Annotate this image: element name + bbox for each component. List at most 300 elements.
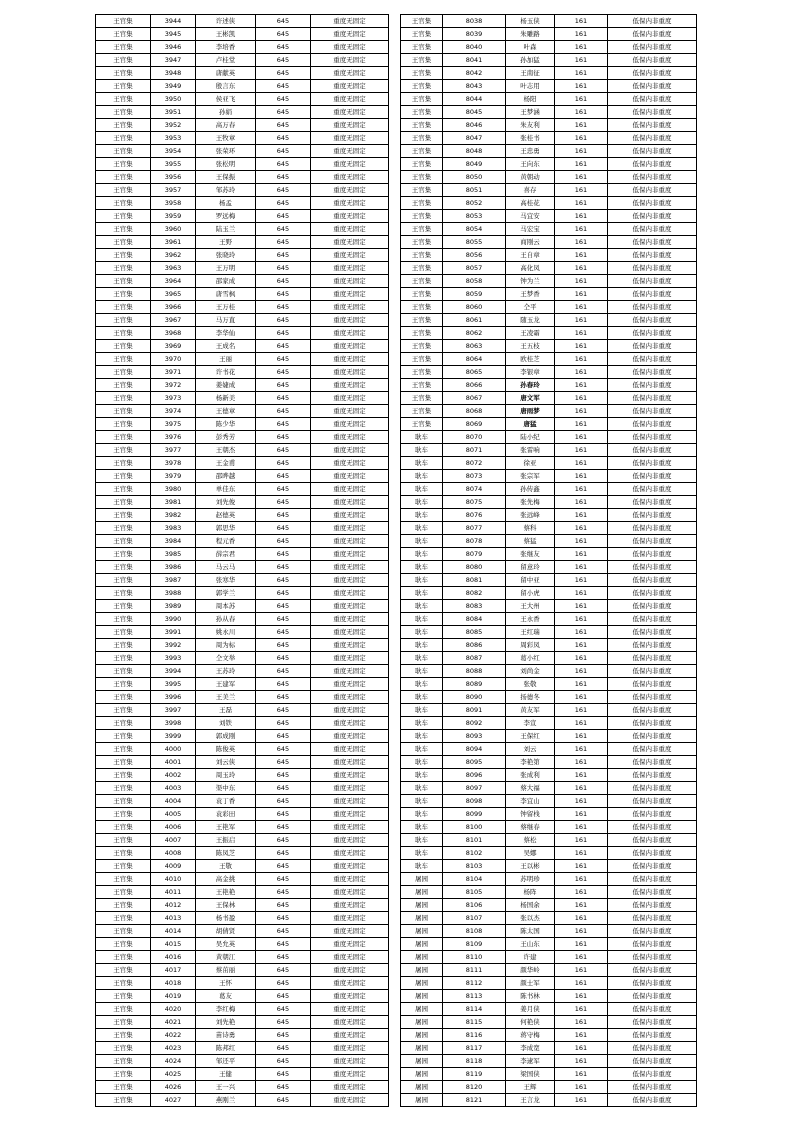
table-row [96, 509, 389, 522]
table-row [96, 418, 389, 431]
name-cell: 朱雕路 [506, 28, 555, 41]
table-row [401, 1081, 697, 1094]
id-cell: 3971 [151, 366, 196, 379]
village-cell: 王官集 [96, 509, 151, 522]
amount-cell: 645 [256, 977, 311, 990]
village-cell: 王官集 [401, 41, 443, 54]
amount-cell: 645 [256, 15, 311, 28]
table-row [401, 873, 697, 886]
type-cell: 低保内非重度 [608, 652, 697, 665]
type-cell: 低保内非重度 [608, 782, 697, 795]
type-cell: 低保内非重度 [608, 756, 697, 769]
village-cell: 耿车 [401, 691, 443, 704]
amount-cell: 161 [555, 67, 608, 80]
table-row [96, 535, 389, 548]
amount-cell: 161 [555, 1029, 608, 1042]
id-cell: 4015 [151, 938, 196, 951]
id-cell: 8088 [443, 665, 506, 678]
name-cell: 刘尚金 [506, 665, 555, 678]
id-cell: 8066 [443, 379, 506, 392]
name-cell: 渠中东 [196, 782, 256, 795]
type-cell: 重度无固定 [311, 1055, 389, 1068]
name-cell: 单佳东 [196, 483, 256, 496]
amount-cell: 645 [256, 262, 311, 275]
type-cell: 重度无固定 [311, 821, 389, 834]
table-row [401, 860, 697, 873]
type-cell: 重度无固定 [311, 587, 389, 600]
type-cell: 重度无固定 [311, 67, 389, 80]
type-cell: 重度无固定 [311, 158, 389, 171]
amount-cell: 645 [256, 1042, 311, 1055]
name-cell: 王大州 [506, 600, 555, 613]
name-cell: 黄朝动 [506, 171, 555, 184]
amount-cell: 645 [256, 54, 311, 67]
id-cell: 8094 [443, 743, 506, 756]
amount-cell: 161 [555, 951, 608, 964]
name-cell: 邵晔越 [196, 470, 256, 483]
name-cell: 蒋守梅 [506, 1029, 555, 1042]
village-cell: 王官集 [96, 964, 151, 977]
amount-cell: 645 [256, 600, 311, 613]
village-cell: 王官集 [401, 119, 443, 132]
type-cell: 重度无固定 [311, 743, 389, 756]
table-row [96, 379, 389, 392]
village-cell: 耿车 [401, 470, 443, 483]
name-cell: 王万明 [196, 262, 256, 275]
amount-cell: 161 [555, 340, 608, 353]
id-cell: 8075 [443, 496, 506, 509]
table-row [96, 275, 389, 288]
village-cell: 王官集 [401, 15, 443, 28]
name-cell: 王牧章 [196, 132, 256, 145]
table-row [96, 743, 389, 756]
id-cell: 8052 [443, 197, 506, 210]
amount-cell: 161 [555, 197, 608, 210]
name-cell: 留小虎 [506, 587, 555, 600]
table-row [96, 964, 389, 977]
table-row [401, 626, 697, 639]
name-cell: 马云马 [196, 561, 256, 574]
amount-cell: 161 [555, 600, 608, 613]
id-cell: 4022 [151, 1029, 196, 1042]
village-cell: 耿车 [401, 743, 443, 756]
name-cell: 李培香 [196, 41, 256, 54]
village-cell: 王官集 [96, 93, 151, 106]
type-cell: 低保内非重度 [608, 41, 697, 54]
id-cell: 4023 [151, 1042, 196, 1055]
table-row [96, 652, 389, 665]
name-cell: 杨玉侠 [506, 15, 555, 28]
id-cell: 8048 [443, 145, 506, 158]
amount-cell: 645 [256, 353, 311, 366]
table-row [401, 184, 697, 197]
amount-cell: 161 [555, 613, 608, 626]
type-cell: 低保内非重度 [608, 93, 697, 106]
amount-cell: 161 [555, 808, 608, 821]
amount-cell: 161 [555, 1068, 608, 1081]
name-cell: 陈少华 [196, 418, 256, 431]
amount-cell: 161 [555, 457, 608, 470]
table-row [96, 171, 389, 184]
table-row [96, 158, 389, 171]
village-cell: 王官集 [96, 873, 151, 886]
name-cell: 李成宽 [506, 1042, 555, 1055]
name-cell: 王丽 [196, 353, 256, 366]
table-row [401, 236, 697, 249]
name-cell: 马宏宝 [506, 223, 555, 236]
type-cell: 低保内非重度 [608, 431, 697, 444]
type-cell: 重度无固定 [311, 210, 389, 223]
type-cell: 低保内非重度 [608, 691, 697, 704]
name-cell: 陈凤芝 [196, 847, 256, 860]
amount-cell: 161 [555, 262, 608, 275]
amount-cell: 645 [256, 912, 311, 925]
type-cell: 重度无固定 [311, 106, 389, 119]
id-cell: 3944 [151, 15, 196, 28]
amount-cell: 645 [256, 522, 311, 535]
table-row [96, 704, 389, 717]
id-cell: 8069 [443, 418, 506, 431]
village-cell: 王官集 [401, 171, 443, 184]
type-cell: 低保内非重度 [608, 496, 697, 509]
amount-cell: 161 [555, 730, 608, 743]
table-row [96, 691, 389, 704]
name-cell: 王敬 [196, 860, 256, 873]
type-cell: 重度无固定 [311, 340, 389, 353]
village-cell: 屠园 [401, 1003, 443, 1016]
village-cell: 耿车 [401, 652, 443, 665]
id-cell: 8113 [443, 990, 506, 1003]
name-cell: 姚永川 [196, 626, 256, 639]
id-cell: 3949 [151, 80, 196, 93]
amount-cell: 645 [256, 392, 311, 405]
type-cell: 低保内非重度 [608, 886, 697, 899]
amount-cell: 161 [555, 106, 608, 119]
table-row [401, 522, 697, 535]
village-cell: 王官集 [96, 28, 151, 41]
table-row [96, 366, 389, 379]
name-cell: 王保振 [196, 171, 256, 184]
id-cell: 8120 [443, 1081, 506, 1094]
type-cell: 低保内非重度 [608, 366, 697, 379]
type-cell: 低保内非重度 [608, 249, 697, 262]
table-row [401, 886, 697, 899]
table-row [96, 730, 389, 743]
id-cell: 8082 [443, 587, 506, 600]
amount-cell: 161 [555, 418, 608, 431]
amount-cell: 161 [555, 977, 608, 990]
village-cell: 王官集 [96, 379, 151, 392]
id-cell: 3948 [151, 67, 196, 80]
name-cell: 蔡茁丽 [196, 964, 256, 977]
type-cell: 重度无固定 [311, 353, 389, 366]
left-roster-table [95, 14, 389, 1107]
name-cell: 杨阵 [506, 886, 555, 899]
id-cell: 8109 [443, 938, 506, 951]
village-cell: 王官集 [96, 756, 151, 769]
village-cell: 王官集 [96, 730, 151, 743]
name-cell: 燕刚兰 [196, 1094, 256, 1107]
name-cell: 邹苏玲 [196, 184, 256, 197]
name-cell: 梁国侠 [506, 1068, 555, 1081]
amount-cell: 645 [256, 743, 311, 756]
amount-cell: 161 [555, 873, 608, 886]
village-cell: 王官集 [96, 990, 151, 1003]
amount-cell: 645 [256, 1094, 311, 1107]
village-cell: 屠园 [401, 1094, 443, 1107]
amount-cell: 161 [555, 704, 608, 717]
village-cell: 耿车 [401, 730, 443, 743]
amount-cell: 161 [555, 769, 608, 782]
id-cell: 4010 [151, 873, 196, 886]
table-row [96, 119, 389, 132]
id-cell: 8095 [443, 756, 506, 769]
village-cell: 王官集 [401, 340, 443, 353]
name-cell: 周玉玲 [196, 769, 256, 782]
table-row [401, 106, 697, 119]
type-cell: 低保内非重度 [608, 327, 697, 340]
village-cell: 耿车 [401, 821, 443, 834]
village-cell: 王官集 [401, 366, 443, 379]
table-row [401, 67, 697, 80]
village-cell: 王官集 [96, 106, 151, 119]
type-cell: 重度无固定 [311, 1016, 389, 1029]
type-cell: 低保内非重度 [608, 925, 697, 938]
type-cell: 低保内非重度 [608, 639, 697, 652]
id-cell: 8117 [443, 1042, 506, 1055]
id-cell: 3966 [151, 301, 196, 314]
type-cell: 低保内非重度 [608, 353, 697, 366]
amount-cell: 645 [256, 80, 311, 93]
id-cell: 8114 [443, 1003, 506, 1016]
type-cell: 低保内非重度 [608, 951, 697, 964]
village-cell: 王官集 [401, 236, 443, 249]
name-cell: 郭成刚 [196, 730, 256, 743]
id-cell: 3969 [151, 340, 196, 353]
amount-cell: 161 [555, 1081, 608, 1094]
id-cell: 3991 [151, 626, 196, 639]
table-row [401, 353, 697, 366]
village-cell: 屠园 [401, 886, 443, 899]
type-cell: 低保内非重度 [608, 977, 697, 990]
table-row [96, 431, 389, 444]
type-cell: 重度无固定 [311, 756, 389, 769]
table-row [401, 379, 697, 392]
table-row [96, 561, 389, 574]
type-cell: 低保内非重度 [608, 275, 697, 288]
amount-cell: 645 [256, 405, 311, 418]
id-cell: 3964 [151, 275, 196, 288]
type-cell: 重度无固定 [311, 470, 389, 483]
village-cell: 耿车 [401, 548, 443, 561]
amount-cell: 161 [555, 782, 608, 795]
village-cell: 王官集 [401, 392, 443, 405]
type-cell: 重度无固定 [311, 548, 389, 561]
amount-cell: 161 [555, 964, 608, 977]
table-row [96, 1003, 389, 1016]
amount-cell: 161 [555, 132, 608, 145]
village-cell: 王官集 [96, 405, 151, 418]
name-cell: 陈太国 [506, 925, 555, 938]
village-cell: 王官集 [96, 561, 151, 574]
table-row [96, 184, 389, 197]
type-cell: 重度无固定 [311, 288, 389, 301]
name-cell: 何艳侠 [506, 1016, 555, 1029]
name-cell: 王向东 [506, 158, 555, 171]
village-cell: 王官集 [96, 899, 151, 912]
amount-cell: 161 [555, 223, 608, 236]
name-cell: 高化凤 [506, 262, 555, 275]
village-cell: 耿车 [401, 756, 443, 769]
amount-cell: 161 [555, 886, 608, 899]
village-cell: 王官集 [96, 15, 151, 28]
amount-cell: 161 [555, 288, 608, 301]
village-cell: 耿车 [401, 717, 443, 730]
table-row [96, 756, 389, 769]
table-row [96, 600, 389, 613]
amount-cell: 645 [256, 223, 311, 236]
table-row [401, 15, 697, 28]
village-cell: 王官集 [96, 912, 151, 925]
amount-cell: 645 [256, 665, 311, 678]
amount-cell: 645 [256, 925, 311, 938]
amount-cell: 645 [256, 990, 311, 1003]
amount-cell: 645 [256, 184, 311, 197]
village-cell: 王官集 [96, 301, 151, 314]
village-cell: 王官集 [96, 392, 151, 405]
id-cell: 3978 [151, 457, 196, 470]
type-cell: 重度无固定 [311, 626, 389, 639]
table-row [96, 873, 389, 886]
village-cell: 耿车 [401, 769, 443, 782]
table-row [96, 301, 389, 314]
id-cell: 8085 [443, 626, 506, 639]
name-cell: 张雷响 [506, 444, 555, 457]
id-cell: 4020 [151, 1003, 196, 1016]
amount-cell: 645 [256, 535, 311, 548]
type-cell: 重度无固定 [311, 561, 389, 574]
table-row [401, 496, 697, 509]
village-cell: 王官集 [96, 704, 151, 717]
id-cell: 4011 [151, 886, 196, 899]
amount-cell: 645 [256, 119, 311, 132]
type-cell: 低保内非重度 [608, 392, 697, 405]
id-cell: 3993 [151, 652, 196, 665]
name-cell: 孙娟 [196, 106, 256, 119]
name-cell: 李红梅 [196, 1003, 256, 1016]
name-cell: 张继友 [506, 548, 555, 561]
village-cell: 王官集 [401, 93, 443, 106]
id-cell: 8068 [443, 405, 506, 418]
type-cell: 低保内非重度 [608, 574, 697, 587]
type-cell: 重度无固定 [311, 171, 389, 184]
table-row [96, 1094, 389, 1107]
id-cell: 8087 [443, 652, 506, 665]
amount-cell: 161 [555, 639, 608, 652]
name-cell: 程元香 [196, 535, 256, 548]
id-cell: 3945 [151, 28, 196, 41]
table-row [96, 67, 389, 80]
village-cell: 王官集 [96, 470, 151, 483]
type-cell: 低保内非重度 [608, 119, 697, 132]
type-cell: 低保内非重度 [608, 457, 697, 470]
village-cell: 耿车 [401, 613, 443, 626]
type-cell: 重度无固定 [311, 925, 389, 938]
amount-cell: 645 [256, 1029, 311, 1042]
id-cell: 3959 [151, 210, 196, 223]
table-row [401, 392, 697, 405]
id-cell: 8054 [443, 223, 506, 236]
village-cell: 王官集 [401, 353, 443, 366]
id-cell: 4024 [151, 1055, 196, 1068]
id-cell: 8074 [443, 483, 506, 496]
type-cell: 重度无固定 [311, 1081, 389, 1094]
type-cell: 重度无固定 [311, 834, 389, 847]
amount-cell: 645 [256, 314, 311, 327]
name-cell: 郭思华 [196, 522, 256, 535]
table-row [96, 392, 389, 405]
id-cell: 3975 [151, 418, 196, 431]
name-cell: 唐文军 [506, 392, 555, 405]
id-cell: 8062 [443, 327, 506, 340]
amount-cell: 645 [256, 418, 311, 431]
name-cell: 刘云 [506, 743, 555, 756]
name-cell: 杨新美 [196, 392, 256, 405]
type-cell: 低保内非重度 [608, 821, 697, 834]
id-cell: 4008 [151, 847, 196, 860]
name-cell: 殷言东 [196, 80, 256, 93]
type-cell: 重度无固定 [311, 639, 389, 652]
type-cell: 重度无固定 [311, 1029, 389, 1042]
type-cell: 低保内非重度 [608, 288, 697, 301]
amount-cell: 161 [555, 392, 608, 405]
type-cell: 重度无固定 [311, 938, 389, 951]
village-cell: 王官集 [96, 600, 151, 613]
type-cell: 重度无固定 [311, 418, 389, 431]
table-row [401, 41, 697, 54]
amount-cell: 161 [555, 353, 608, 366]
village-cell: 王官集 [96, 795, 151, 808]
name-cell: 张敬 [506, 678, 555, 691]
amount-cell: 161 [555, 847, 608, 860]
amount-cell: 161 [555, 405, 608, 418]
table-row [96, 925, 389, 938]
name-cell: 王朝杰 [196, 444, 256, 457]
id-cell: 3958 [151, 197, 196, 210]
name-cell: 许建 [506, 951, 555, 964]
table-row [96, 41, 389, 54]
name-cell: 侯亚飞 [196, 93, 256, 106]
left-roster-body [96, 15, 389, 1107]
table-row [96, 548, 389, 561]
name-cell: 随玉龙 [506, 314, 555, 327]
name-cell: 袁丁香 [196, 795, 256, 808]
village-cell: 屠园 [401, 977, 443, 990]
village-cell: 耿车 [401, 496, 443, 509]
name-cell: 马宜安 [506, 210, 555, 223]
amount-cell: 645 [256, 730, 311, 743]
name-cell: 王德章 [196, 405, 256, 418]
table-row [96, 106, 389, 119]
amount-cell: 161 [555, 236, 608, 249]
table-row [401, 1055, 697, 1068]
amount-cell: 645 [256, 236, 311, 249]
id-cell: 8051 [443, 184, 506, 197]
name-cell: 王红瑞 [506, 626, 555, 639]
table-row [401, 782, 697, 795]
amount-cell: 161 [555, 314, 608, 327]
amount-cell: 645 [256, 717, 311, 730]
